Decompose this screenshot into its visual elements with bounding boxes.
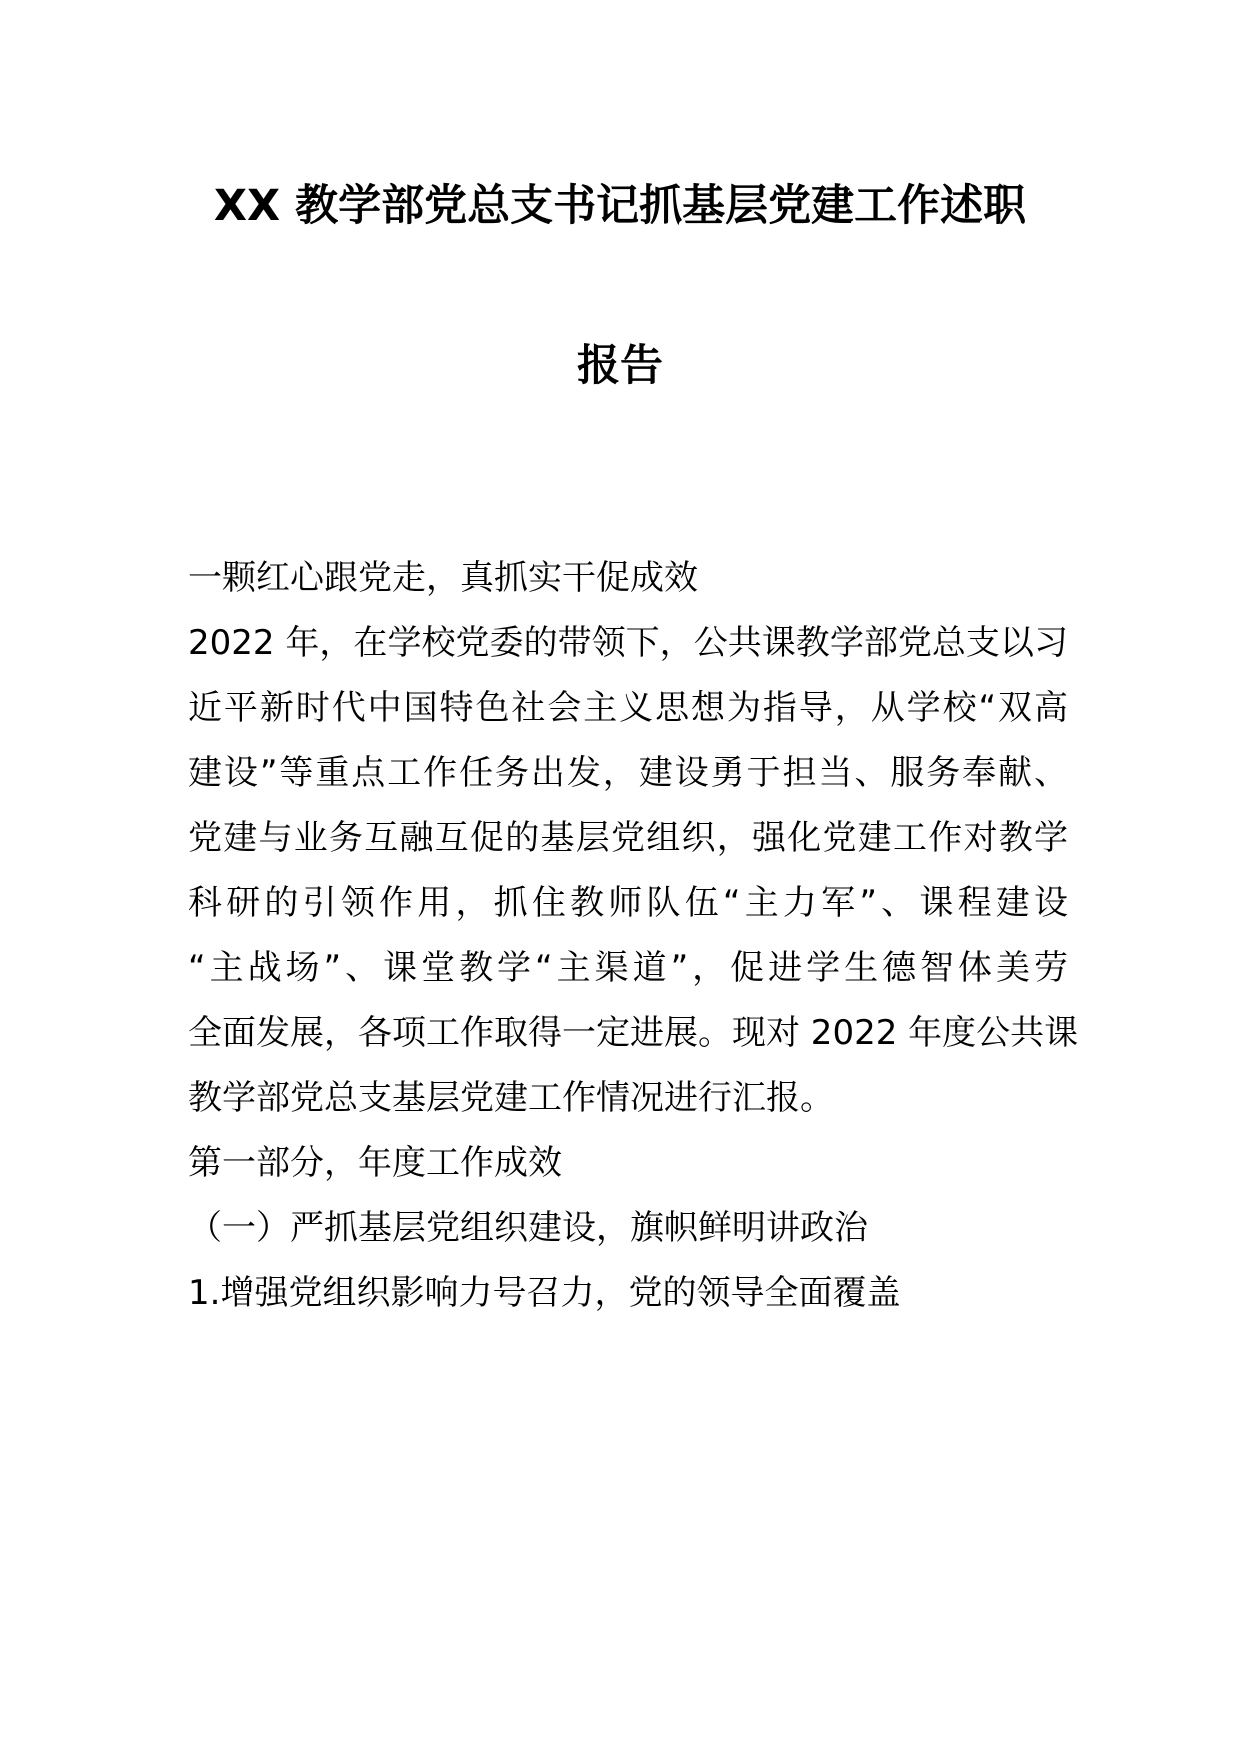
- body-line: 全面发展，各项工作取得一定进展。现对 2022 年度公共课: [188, 1013, 1079, 1053]
- section-heading: 一颗红心跟党走，真抓实干促成效: [188, 558, 698, 598]
- body-line: 教学部党总支基层党建工作情况进行汇报。: [188, 1078, 834, 1118]
- document-title: [160, 180, 1080, 392]
- document-body: [188, 546, 1079, 1326]
- body-line: 2022 年，在学校党委的带领下，公共课教学部党总支以习: [188, 623, 1068, 663]
- part-heading: 第一部分，年度工作成效: [188, 1143, 562, 1183]
- item-heading: 1.增强党组织影响力号召力，党的领导全面覆盖: [188, 1273, 901, 1313]
- subsection-heading: （一）严抓基层党组织建设，旗帜鲜明讲政治: [188, 1208, 868, 1248]
- title-line-2: 报告: [577, 341, 663, 391]
- title-line-1: XX 教学部党总支书记抓基层党建工作述职: [213, 181, 1027, 231]
- body-line: 近平新时代中国特色社会主义思想为指导，从学校“双高: [188, 688, 1068, 728]
- body-line: 建设”等重点工作任务出发，建设勇于担当、服务奉献、: [188, 753, 1068, 793]
- body-line: 科研的引领作用，抓住教师队伍“主力军”、课程建设: [188, 883, 1068, 923]
- body-line: “主战场”、课堂教学“主渠道”，促进学生德智体美劳: [188, 948, 1068, 988]
- body-line: 党建与业务互融互促的基层党组织，强化党建工作对教学: [188, 818, 1068, 858]
